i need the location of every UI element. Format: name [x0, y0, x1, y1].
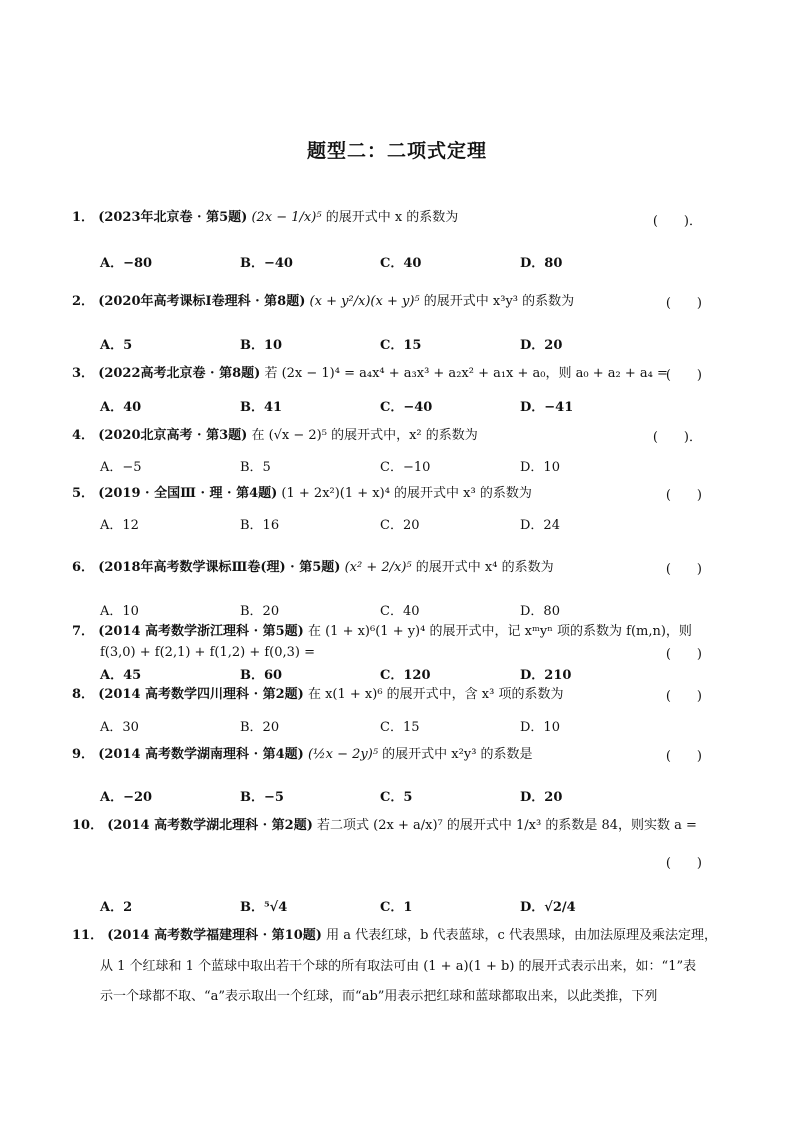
options-9 [100, 786, 700, 806]
answer-parens: ( ) [665, 647, 702, 662]
question-source: (2023年北京卷 · 第5题) [98, 210, 248, 225]
question-number: 11． [72, 928, 104, 943]
question-stem: (1 + 2x²)(1 + x)⁴ 的展开式中 x³ 的系数为 [281, 486, 532, 501]
option-d[interactable]: D．80 [520, 256, 563, 271]
option-a[interactable]: A．5 [100, 338, 133, 353]
question-source: (2020年高考课标Ⅰ卷理科 · 第8题) [98, 294, 306, 309]
option-d[interactable]: D．20 [520, 338, 563, 353]
option-b[interactable]: B．5 [240, 460, 271, 475]
question-source: (2014 高考数学浙江理科 · 第5题) [98, 624, 304, 639]
question-source: (2018年高考数学课标Ⅲ卷(理) · 第5题) [98, 560, 341, 575]
options-8 [100, 716, 700, 736]
option-a[interactable]: A．10 [100, 604, 139, 619]
question-number: 7． [72, 624, 95, 639]
option-b[interactable]: B．20 [240, 604, 280, 619]
answer-parens: ( ) [665, 856, 702, 871]
option-d[interactable]: D．20 [520, 790, 563, 805]
question-11 [72, 926, 722, 946]
question-expression: (2x − 1/x)⁵ [251, 210, 322, 225]
option-b[interactable]: B．60 [240, 668, 283, 683]
option-d[interactable]: D．24 [520, 518, 560, 533]
option-d[interactable]: D．210 [520, 668, 572, 683]
option-d[interactable]: D．10 [520, 460, 560, 475]
question-1 [72, 208, 722, 228]
answer-parens: ( ) [665, 488, 702, 503]
answer-parens: ( ) [665, 296, 702, 311]
question-stem: 在 x(1 + x)⁶ 的展开式中，含 x³ 项的系数为 [307, 687, 564, 702]
question-11-line-2: 从 1 个红球和 1 个蓝球中取出若干个球的所有取法可由 (1 + a)(1 + b) 的展开式表示出来，如：“1”表 [100, 959, 697, 974]
option-c[interactable]: C．15 [380, 720, 420, 735]
option-a[interactable]: A．40 [100, 400, 142, 415]
question-9 [72, 745, 722, 765]
question-expression: (x + y²/x)(x + y)⁵ [309, 294, 420, 309]
option-a[interactable]: A．45 [100, 668, 142, 683]
question-3 [72, 364, 722, 384]
question-number: 9． [72, 747, 95, 762]
question-stem: 的展开式中 x⁴ 的系数为 [415, 560, 554, 575]
option-a[interactable]: A．12 [100, 518, 139, 533]
options-4 [100, 456, 700, 476]
question-5 [72, 484, 722, 504]
options-6 [100, 600, 700, 620]
question-source: (2014 高考数学福建理科 · 第10题) [107, 928, 322, 943]
options-10 [100, 896, 700, 916]
question-10 [72, 816, 722, 836]
question-8 [72, 685, 722, 705]
question-6 [72, 558, 722, 578]
option-b[interactable]: B．16 [240, 518, 280, 533]
option-a[interactable]: A．−80 [100, 256, 153, 271]
answer-parens: ( )． [652, 214, 702, 229]
question-11-line-3: 示一个球都不取、“a”表示取出一个红球，而“ab”用表示把红球和蓝球都取出来，以此类推，下列 [100, 989, 658, 1004]
options-1 [100, 252, 700, 272]
option-c[interactable]: C．−10 [380, 460, 431, 475]
answer-parens: ( ) [665, 689, 702, 704]
option-a[interactable]: A．−20 [100, 790, 153, 805]
question-source: (2014 高考数学湖南理科 · 第4题) [98, 747, 304, 762]
question-2 [72, 292, 722, 312]
question-stem: 的展开式中 x 的系数为 [325, 210, 459, 225]
option-d[interactable]: D．√2/4 [520, 900, 576, 915]
question-7-line-2: f(3,0) + f(2,1) + f(1,2) + f(0,3) = [100, 645, 316, 660]
question-number: 1． [72, 210, 95, 225]
question-stem: 若 (2x − 1)⁴ = a₄x⁴ + a₃x³ + a₂x² + a₁x + a₀，则 a₀ + a₂ + a₄ = [264, 366, 668, 381]
question-number: 5． [72, 486, 95, 501]
question-stem: 的展开式中 x³y³ 的系数为 [423, 294, 575, 309]
option-b[interactable]: B．⁵√4 [240, 900, 288, 915]
option-a[interactable]: A．30 [100, 720, 139, 735]
option-c[interactable]: C．20 [380, 518, 420, 533]
question-stem: 在 (1 + x)⁶(1 + y)⁴ 的展开式中，记 xᵐyⁿ 项的系数为 f(m,n)，则 [307, 624, 692, 639]
question-number: 3． [72, 366, 95, 381]
answer-parens: ( ) [665, 749, 702, 764]
question-expression: (x² + 2/x)⁵ [344, 560, 412, 575]
option-b[interactable]: B．−5 [240, 790, 284, 805]
page-title: 题型二：二项式定理 [306, 140, 487, 162]
question-source: (2014 高考数学湖北理科 · 第2题) [107, 818, 313, 833]
options-3 [100, 396, 700, 416]
options-2 [100, 334, 700, 354]
answer-parens: ( ) [665, 368, 702, 383]
answer-parens: ( )． [652, 430, 702, 445]
question-stem: 用 a 代表红球，b 代表蓝球，c 代表黑球，由加法原理及乘法定理， [326, 928, 717, 943]
question-number: 10． [72, 818, 104, 833]
option-c[interactable]: C．40 [380, 256, 422, 271]
question-number: 4． [72, 428, 95, 443]
option-c[interactable]: C．15 [380, 338, 422, 353]
options-7 [100, 664, 700, 684]
option-c[interactable]: C．40 [380, 604, 420, 619]
option-b[interactable]: B．−40 [240, 256, 293, 271]
option-b[interactable]: B．20 [240, 720, 280, 735]
option-b[interactable]: B．41 [240, 400, 283, 415]
question-expression: (½x − 2y)⁵ [307, 747, 379, 762]
question-number: 8． [72, 687, 95, 702]
question-source: (2022高考北京卷 · 第8题) [98, 366, 261, 381]
options-5 [100, 514, 700, 534]
answer-parens: ( ) [665, 562, 702, 577]
option-d[interactable]: D．80 [520, 604, 560, 619]
question-stem: 若二项式 (2x + a/x)⁷ 的展开式中 1/x³ 的系数是 84，则实数 a = [317, 818, 697, 833]
option-d[interactable]: D．10 [520, 720, 560, 735]
option-d[interactable]: D．−41 [520, 400, 574, 415]
option-a[interactable]: A．2 [100, 900, 133, 915]
option-c[interactable]: C．−40 [380, 400, 433, 415]
question-stem: 在 (√x − 2)⁵ 的展开式中，x² 的系数为 [251, 428, 478, 443]
option-c[interactable]: C．5 [380, 790, 413, 805]
question-number: 2． [72, 294, 95, 309]
option-a[interactable]: A．−5 [100, 460, 142, 475]
question-7 [72, 622, 722, 642]
option-c[interactable]: C．120 [380, 668, 431, 683]
option-b[interactable]: B．10 [240, 338, 283, 353]
option-c[interactable]: C．1 [380, 900, 413, 915]
question-source: (2020北京高考 · 第3题) [98, 428, 248, 443]
question-stem: 的展开式中 x²y³ 的系数是 [382, 747, 533, 762]
question-number: 6． [72, 560, 95, 575]
question-4 [72, 426, 722, 446]
question-source: (2019 · 全国Ⅲ · 理 · 第4题) [98, 486, 278, 501]
question-source: (2014 高考数学四川理科 · 第2题) [98, 687, 304, 702]
